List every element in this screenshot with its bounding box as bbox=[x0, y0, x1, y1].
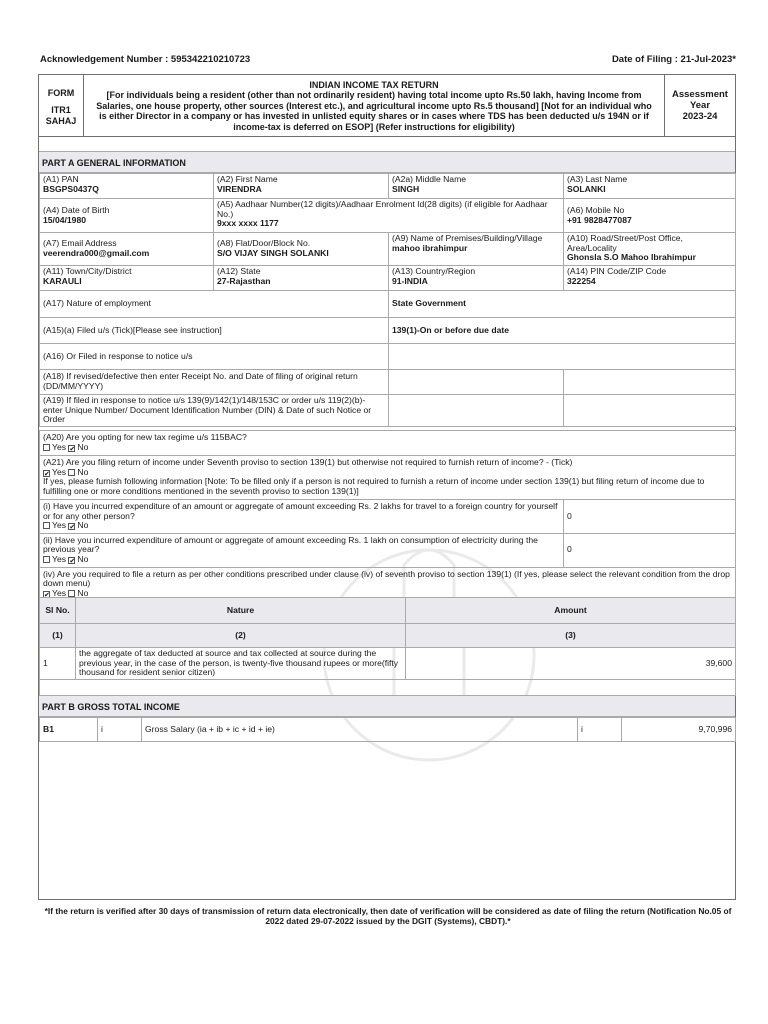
gross-salary-amount: 9,70,996 bbox=[622, 718, 736, 742]
a20-cell: (A20) Are you opting for new tax regime u/s 115BAC? Yes ✔ No bbox=[40, 431, 736, 456]
q-i-no-checkbox[interactable] bbox=[68, 523, 75, 530]
q-iv-cell: (iv) Are you required to file a return as per other conditions prescribed under clause (iv) of seventh proviso to section 139(1) (If yes, please select the relevant condition from the drop down menu) ✔Yes No bbox=[40, 567, 736, 601]
a19-date-value bbox=[564, 395, 736, 427]
last-name-cell: (A3) Last Name SOLANKI bbox=[564, 174, 736, 199]
notice-value bbox=[389, 344, 736, 370]
table-header-sl: Sl No. bbox=[40, 598, 76, 624]
mobile-cell: (A6) Mobile No +91 9828477087 bbox=[564, 199, 736, 233]
acknowledgement-number: Acknowledgement Number : 595342210210723 bbox=[40, 54, 251, 65]
q-ii-value: 0 bbox=[564, 533, 736, 567]
gross-salary-label: Gross Salary (ia + ib + ic + id + ie) bbox=[142, 718, 578, 742]
mobile-value: +91 9828477087 bbox=[567, 214, 632, 225]
q-i-cell: (i) Have you incurred expenditure of an amount or aggregate of amount exceeding Rs. 2 lakhs for travel to a foreign country for yourself or for any other person? Yes ✔ No bbox=[40, 500, 564, 534]
table-row: 1 the aggregate of tax deducted at source and tax collected at source during the previous year, in the case of the person, is twenty-five thousand rupees or more(fifty thousand for resident senior citizen) 39,600 bbox=[40, 648, 736, 680]
form-name: FORM ITR1 SAHAJ bbox=[39, 75, 84, 137]
town-value: KARAULI bbox=[43, 275, 82, 286]
a19-din-value bbox=[389, 395, 564, 427]
flat-value: S/O VIJAY SINGH SOLANKI bbox=[217, 247, 329, 258]
employment-label: (A17) Nature of employment bbox=[40, 291, 389, 318]
a21-cell: (A21) Are you filing return of income under Seventh proviso to section 139(1) but otherwise not required to furnish return of income? - (Tick) ✔Yes No If yes, please furnish following information [Note: To be filled only if a person is not required to furnish a return of income under section 139(1) but filing return of income due to fulfilling one or more conditions mentioned in the seventh proviso to section 139(1)] bbox=[40, 456, 736, 500]
first-name-cell: (A2) First Name VIRENDRA bbox=[214, 174, 389, 199]
premises-value: mahoo ibrahimpur bbox=[392, 242, 468, 253]
q-ii-cell: (ii) Have you incurred expenditure of amount or aggregate of amount exceeding Rs. 1 lakh on consumption of electricity during the previous year? Yes ✔ No bbox=[40, 533, 564, 567]
flat-cell: (A8) Flat/Door/Block No. S/O VIJAY SINGH SOLANKI bbox=[214, 233, 389, 266]
dob-cell: (A4) Date of Birth 15/04/1980 bbox=[40, 199, 214, 233]
form-frame bbox=[38, 74, 736, 900]
table-header-nature: Nature bbox=[76, 598, 406, 624]
form-title: INDIAN INCOME TAX RETURN [For individuals being a resident (other than not ordinarily resident) having total income upto Rs.50 lakh, having Income from Salaries, one house property, other sources (Interest etc.), and agricultural income upto Rs.5 thousand] [Not for an individual who is either Director in a company or has invested in unlisted equity shares or in cases where TDS has been deducted u/s 194N or if income-tax is deferred on ESOP] (Refer instructions for eligibility) bbox=[84, 75, 665, 137]
pan-cell: (A1) PAN BSGPS0437Q bbox=[40, 174, 214, 199]
aadhaar-value: 9xxx xxxx 1177 bbox=[217, 218, 279, 229]
assessment-year-value: 2023-24 bbox=[682, 111, 718, 123]
pin-value: 322254 bbox=[567, 275, 596, 286]
a20-yes-checkbox[interactable] bbox=[43, 444, 50, 451]
last-name-value: SOLANKI bbox=[567, 183, 606, 194]
tds-amount: 39,600 bbox=[406, 648, 736, 680]
notice-label: (A16) Or Filed in response to notice u/s bbox=[40, 344, 389, 370]
footnote: *If the return is verified after 30 days of transmission of return data electronically, then date of verification will be considered as date of filing the return (Notification No.05 of 2022 dated 29-07-2022 issued by the DGIT (Systems), CBDT).* bbox=[44, 906, 732, 926]
a21-no-checkbox[interactable] bbox=[68, 469, 75, 476]
a18-label: (A18) If revised/defective then enter Receipt No. and Date of filing of original return (DD/MM/YYYY) bbox=[40, 370, 389, 395]
seventh-proviso-table: Sl No. Nature Amount (1) (2) (3) 1 the aggregate of tax deducted at source and tax collected at source during the previous year, in the case of the person, is twenty-five thousand rupees or more(fifty thousand for resident senior citizen) 39,600 bbox=[39, 597, 736, 696]
road-value: Ghonsla S.O Mahoo Ibrahimpur bbox=[567, 252, 696, 263]
state-cell: (A12) State 27-Rajasthan bbox=[214, 266, 389, 291]
acknowledgement-number-value: 595342210210723 bbox=[170, 54, 251, 65]
form-header bbox=[39, 75, 735, 137]
q-ii-no-checkbox[interactable] bbox=[68, 557, 75, 564]
middle-name-cell: (A2a) Middle Name SINGH bbox=[389, 174, 564, 199]
premises-cell: (A9) Name of Premises/Building/Village mahoo ibrahimpur bbox=[389, 233, 564, 266]
employment-value: State Government bbox=[389, 291, 736, 318]
a21-note: If yes, please furnish following information [Note: To be filled only if a person is not required to furnish a return of income under section 139(1) but filing return of income due to fulfilling one or more conditions mentioned in the seventh proviso to section 139(1)] bbox=[43, 476, 705, 496]
q-i-yes-checkbox[interactable] bbox=[43, 522, 50, 529]
email-value: veerendra000@gmail.com bbox=[43, 247, 150, 258]
form-eligibility-text: [For individuals being a resident (other than not ordinarily resident) having total income upto Rs.50 lakh, having Income from Salaries, one house property, other sources (Interest etc.), and agricultural income upto Rs.5 thousand] [Not for an individual who is either Director in a company or has invested in unlisted equity shares or in cases where TDS has been deducted u/s 194N or if income-tax is deferred on ESOP] (Refer instructions for eligibility) bbox=[96, 90, 652, 132]
pin-cell: (A14) PIN Code/ZIP Code 322254 bbox=[564, 266, 736, 291]
aadhaar-cell: (A5) Aadhaar Number(12 digits)/Aadhaar Enrolment Id(28 digits) (if eligible for Aadhaar No.) 9xxx xxxx 1177 bbox=[214, 199, 564, 233]
q-i-value: 0 bbox=[564, 500, 736, 534]
pan-value: BSGPS0437Q bbox=[43, 183, 99, 194]
assessment-year: Assessment Year 2023-24 bbox=[665, 75, 736, 137]
road-cell: (A10) Road/Street/Post Office, Area/Locality Ghonsla S.O Mahoo Ibrahimpur bbox=[564, 233, 736, 266]
email-cell: (A7) Email Address veerendra000@gmail.com bbox=[40, 233, 214, 266]
part-a-title: PART A GENERAL INFORMATION bbox=[39, 151, 735, 173]
a18-date-value bbox=[564, 370, 736, 395]
filed-us-value: 139(1)-On or before due date bbox=[389, 318, 736, 344]
part-b-gross-income: B1 i Gross Salary (ia + ib + ic + id + ie) i 9,70,996 bbox=[39, 717, 736, 742]
table-header-amount: Amount bbox=[406, 598, 736, 624]
dob-value: 15/04/1980 bbox=[43, 214, 87, 225]
country-value: 91-INDIA bbox=[392, 275, 428, 286]
part-a-questions bbox=[39, 430, 736, 601]
part-a-general-info bbox=[39, 173, 736, 427]
a19-label: (A19) If filed in response to notice u/s 139(9)/142(1)/148/153C or order u/s 119(2)(b)- enter Unique Number/ Document Identification Number (DIN) & Date of such Notice or Order bbox=[40, 395, 389, 427]
middle-name-value: SINGH bbox=[392, 183, 420, 194]
date-of-filing-value: 21-Jul-2023* bbox=[680, 54, 736, 65]
top-line bbox=[40, 54, 736, 68]
part-b-title: PART B GROSS TOTAL INCOME bbox=[39, 695, 735, 717]
date-of-filing: Date of Filing : 21-Jul-2023* bbox=[611, 54, 736, 65]
country-cell: (A13) Country/Region 91-INDIA bbox=[389, 266, 564, 291]
a18-receipt-value bbox=[389, 370, 564, 395]
first-name-value: VIRENDRA bbox=[217, 183, 262, 194]
filed-us-label: (A15)(a) Filed u/s (Tick)[Please see instruction] bbox=[40, 318, 389, 344]
town-cell: (A11) Town/City/District KARAULI bbox=[40, 266, 214, 291]
state-value: 27-Rajasthan bbox=[217, 275, 271, 286]
a20-no-checkbox[interactable] bbox=[68, 445, 75, 452]
q-ii-yes-checkbox[interactable] bbox=[43, 556, 50, 563]
q-iv-no-checkbox[interactable] bbox=[68, 590, 75, 597]
